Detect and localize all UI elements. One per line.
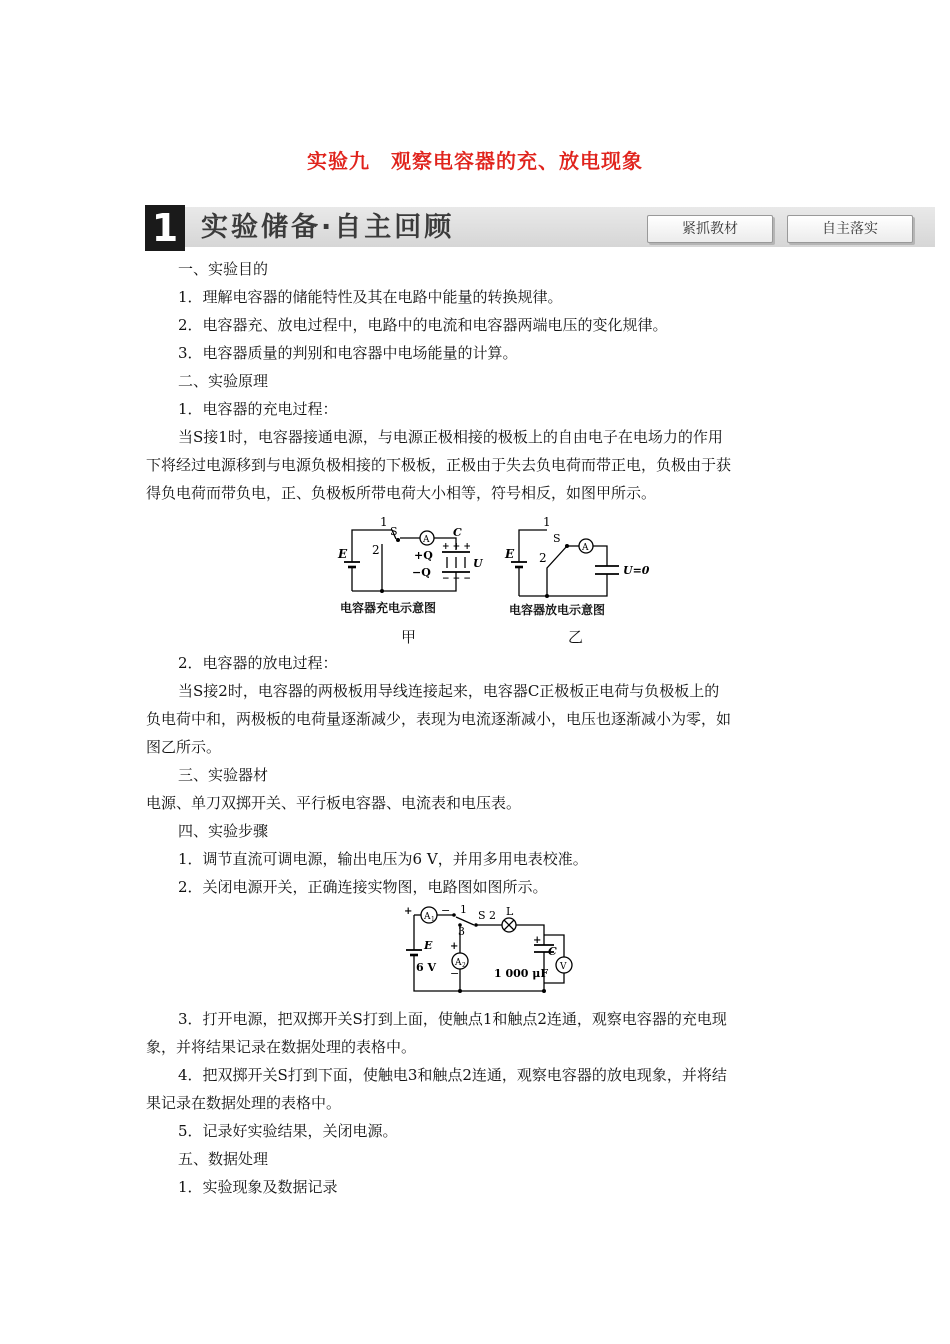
paragraph: 1．调节直流可调电源，输出电压为6 V，并用多用电表校准。 <box>178 850 588 868</box>
paragraph: 2．电容器的放电过程： <box>178 654 338 672</box>
contact-1-label: 1 <box>460 905 467 916</box>
junction-dot <box>545 594 549 598</box>
switch-label: S <box>553 532 561 545</box>
paragraph: 象，并将结果记录在数据处理的表格中。 <box>146 1038 417 1056</box>
paragraph: 2．电容器充、放电过程中，电路中的电流和电容器两端电压的变化规律。 <box>178 316 668 334</box>
experiment-circuit <box>398 905 578 997</box>
paragraph: 负电荷中和，两极板的电荷量逐渐减少，表现为电流逐渐减小，电压也逐渐减小为零，如 <box>146 710 732 728</box>
paragraph: 1．理解电容器的储能特性及其在电路中能量的转换规律。 <box>178 288 563 306</box>
ammeter2-sub: 2 <box>462 962 466 969</box>
heading-principle: 二、实验原理 <box>178 372 269 390</box>
contact-1-label: 1 <box>380 516 388 529</box>
paragraph: 3．打开电源，把双掷开关S打到上面，使触点1和触点2连通，观察电容器的充电现 <box>178 1010 727 1028</box>
voltage-label: U <box>473 557 483 570</box>
paragraph: 果记录在数据处理的表格中。 <box>146 1094 342 1112</box>
heading-steps: 四、实验步骤 <box>178 822 269 840</box>
switch-contact <box>565 544 569 548</box>
section-banner <box>145 205 935 251</box>
source-label: E <box>424 939 433 952</box>
paragraph: 2．关闭电源开关，正确连接实物图，电路图如图所示。 <box>178 878 548 896</box>
contact-dot <box>474 923 478 927</box>
heading-equipment: 三、实验器材 <box>178 766 269 784</box>
source-label: E <box>505 547 515 561</box>
section-title: 实验储备·自主回顾 <box>201 212 455 243</box>
contact-1-label: 1 <box>543 516 551 529</box>
ammeter-label: A <box>423 535 430 545</box>
switch-contact <box>396 538 400 542</box>
page-title: 实验九 观察电容器的充、放电现象 <box>307 149 643 173</box>
tag-textbook: 紧抓教材 <box>647 215 773 243</box>
contact-2-label: 2 <box>539 551 547 565</box>
paragraph: 1．实验现象及数据记录 <box>178 1178 338 1196</box>
charge-caption: 电容器充电示意图 <box>340 601 437 615</box>
switch-label: S 2 <box>478 909 497 922</box>
plus-label: + <box>404 906 413 917</box>
minus-label: − <box>441 905 451 917</box>
junction-dot <box>380 589 384 593</box>
paragraph: 当S接1时，电容器接通电源，与电源正极相接的极板上的自由电子在电场力的作用 <box>178 428 723 446</box>
paragraph: 图乙所示。 <box>146 738 222 756</box>
ammeter1-label: A <box>424 912 431 922</box>
section-number: 1 <box>145 205 185 251</box>
switch-label: S <box>390 525 398 538</box>
voltage-value: 6 V <box>416 961 437 974</box>
experiment-circuit-svg <box>398 905 578 997</box>
paragraph: 下将经过电源移到与电源负极相接的下极板，正极由于失去负电荷而带正电，负极由于获 <box>146 456 732 474</box>
capacitor-label: C <box>453 526 462 539</box>
paragraph: 4．把双掷开关S打到下面，使触电3和触点2连通，观察电容器的放电现象，并将结 <box>178 1066 727 1084</box>
ammeter-label: A <box>582 543 589 553</box>
minus-label: − <box>450 967 460 980</box>
paragraph: 1．电容器的充电过程： <box>178 400 338 418</box>
paragraph: 5．记录好实验结果，关闭电源。 <box>178 1122 398 1140</box>
voltmeter-label: V <box>560 962 567 972</box>
heading-data: 五、数据处理 <box>178 1150 269 1168</box>
tag-self-study: 自主落实 <box>787 215 913 243</box>
charge-diagram <box>336 516 486 626</box>
ammeter1-sub: 1 <box>431 916 435 923</box>
voltage-label: U=0 <box>623 564 650 577</box>
charge-plus-label: +Q <box>414 549 433 562</box>
discharge-diagram <box>503 516 653 626</box>
lamp-label: L <box>506 905 514 918</box>
plus-label: + <box>533 935 542 946</box>
ammeter2-label: A <box>455 958 462 968</box>
charge-minus-label: −Q <box>412 566 431 579</box>
plus-label: + <box>450 941 459 952</box>
paragraph: 得负电荷而带负电，正、负极板所带电荷大小相等，符号相反，如图甲所示。 <box>146 484 657 502</box>
heading-purpose: 一、实验目的 <box>178 260 269 278</box>
plus-signs: + + + <box>442 542 471 552</box>
junction-dot <box>458 989 462 993</box>
paragraph: 3．电容器质量的判别和电容器中电场能量的计算。 <box>178 344 518 362</box>
contact-3-label: 3 <box>458 925 465 938</box>
source-label: E <box>338 547 348 561</box>
junction-dot <box>542 989 546 993</box>
contact-dot <box>452 913 456 917</box>
paragraph: 电源、单刀双掷开关、平行板电容器、电流表和电压表。 <box>146 794 522 812</box>
contact-2-label: 2 <box>372 543 380 557</box>
paragraph: 当S接2时，电容器的两极板用导线连接起来，电容器C正极板正电荷与负极板上的 <box>178 682 720 700</box>
capacitor-label: C <box>548 945 557 958</box>
discharge-caption: 电容器放电示意图 <box>509 603 606 617</box>
capacitance-value: 1 000 μF <box>494 967 549 980</box>
figure-label-jia: 甲 <box>401 628 417 646</box>
figure-label-yi: 乙 <box>568 628 584 646</box>
minus-signs: − − − <box>442 574 471 584</box>
